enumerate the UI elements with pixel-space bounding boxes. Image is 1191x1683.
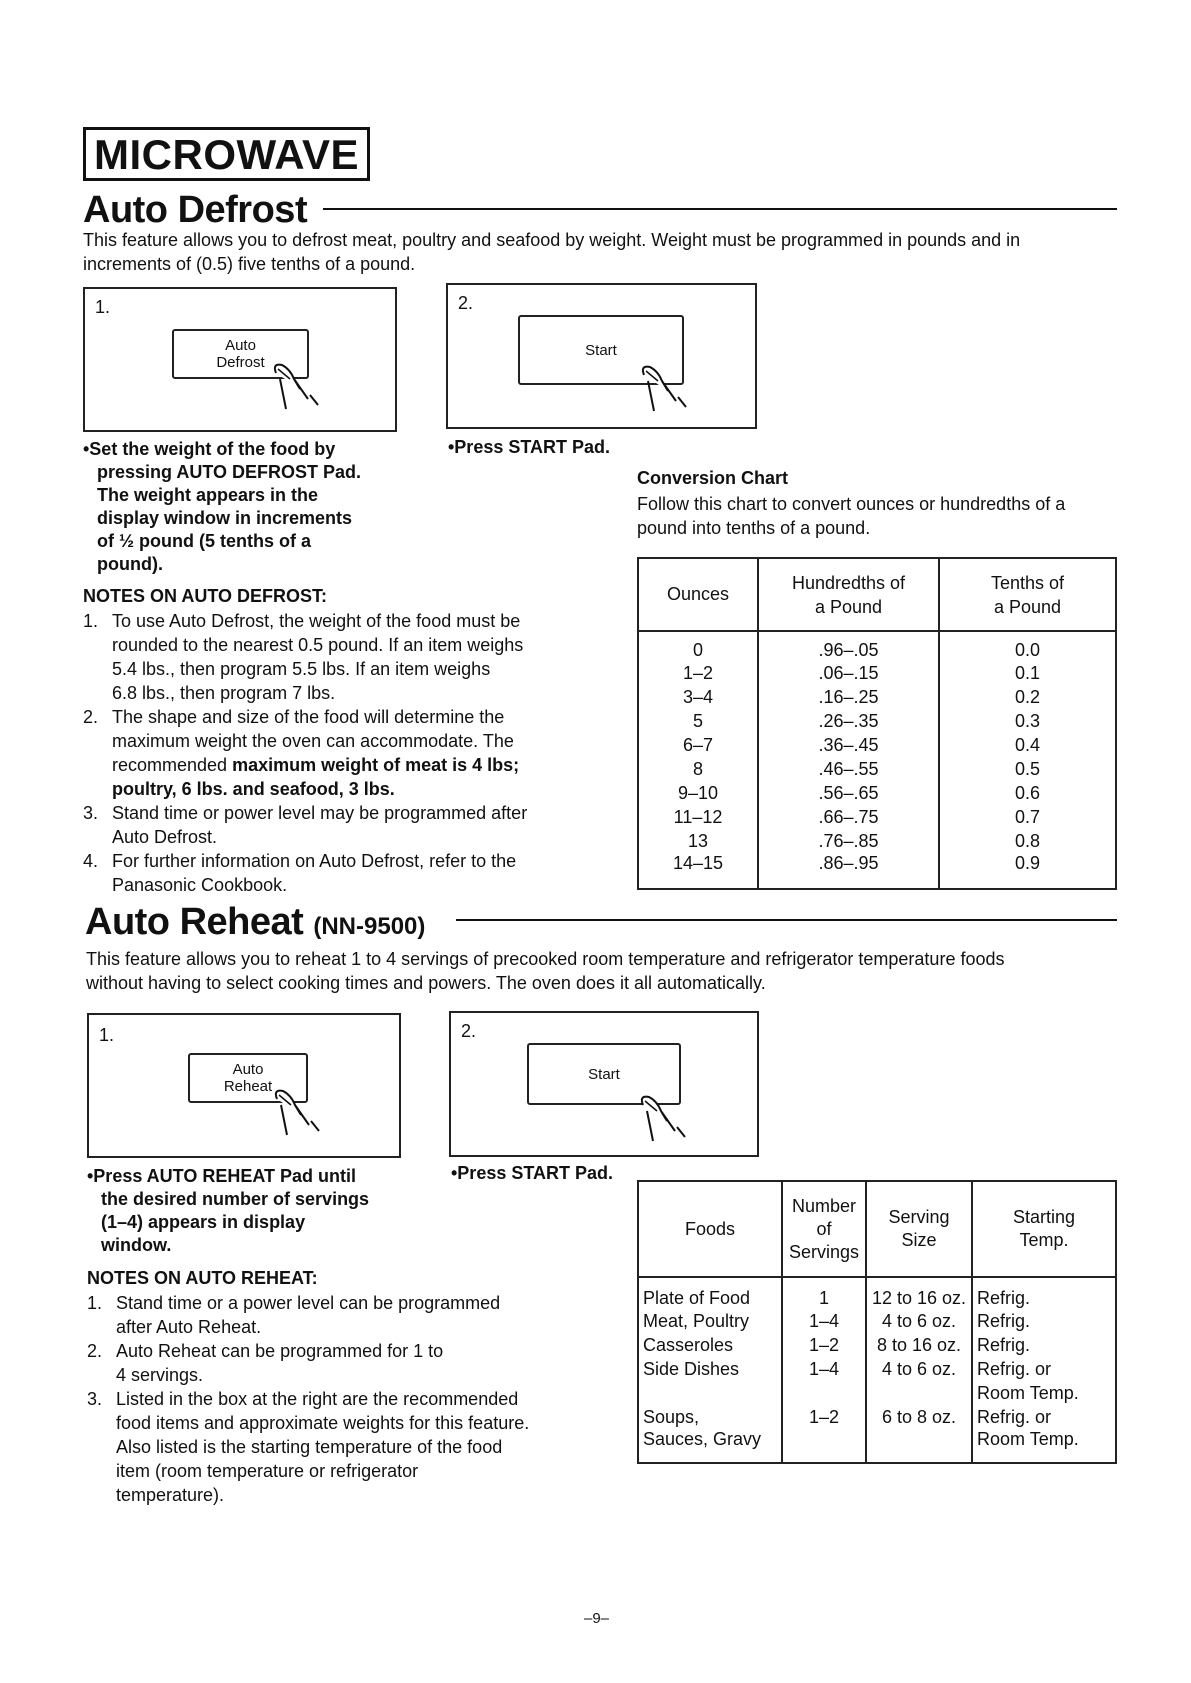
header-line: Starting: [1012, 1207, 1076, 1227]
step-number: 2.: [458, 293, 474, 313]
table-row: [638, 631, 1116, 661]
table-header-row: [638, 1181, 1116, 1277]
step-number: 2.: [461, 1021, 477, 1041]
defrost-step1-panel: [83, 287, 397, 432]
note-emphasis: maximum weight of meat is 4 lbs;: [232, 755, 520, 775]
table-row: [638, 853, 1116, 889]
food-cell: Casseroles: [638, 1333, 782, 1357]
list-number: 4.: [83, 851, 99, 871]
servings-cell: [782, 1429, 866, 1463]
temp-cell: Refrig.: [972, 1333, 1116, 1357]
tenths-cell: 0.2: [939, 685, 1116, 709]
table-row: [638, 1429, 1116, 1463]
conversion-chart-title: Conversion Chart: [637, 468, 789, 488]
size-cell: 12 to 16 oz.: [866, 1277, 972, 1309]
header-line: a Pound: [993, 596, 1062, 617]
ounces-cell: 5: [638, 709, 758, 733]
header-hundredths: [758, 558, 939, 631]
note-line: [112, 753, 583, 777]
list-item: [87, 1387, 587, 1507]
note-line: Stand time or power level may be programmed after: [112, 803, 528, 823]
auto-reheat-intro-line2: without having to select cooking times and powers. The oven does it all automatically.: [86, 973, 766, 993]
hundredths-cell: .56–.65: [758, 781, 939, 805]
auto-defrost-intro-line1: This feature allows you to defrost meat, poultry and seafood by weight. Weight must be programmed in pounds and in: [83, 230, 1021, 250]
instruction-line: The weight appears in the: [97, 485, 319, 505]
header-line: Size: [901, 1230, 937, 1250]
size-cell: 8 to 16 oz.: [866, 1333, 972, 1357]
servings-cell: 1: [782, 1277, 866, 1309]
note-line: maximum weight the oven can accommodate. The: [112, 731, 514, 751]
pressing-finger-icon: [270, 359, 330, 419]
note-line: Auto Defrost.: [112, 827, 218, 847]
size-cell: 6 to 8 oz.: [866, 1405, 972, 1429]
list-number: 1.: [87, 1293, 103, 1313]
header-tenths: [939, 558, 1116, 631]
table-row: [638, 1381, 1116, 1405]
defrost-notes-heading: NOTES ON AUTO DEFROST:: [83, 586, 328, 606]
ounces-cell: 9–10: [638, 781, 758, 805]
tenths-cell: 0.7: [939, 805, 1116, 829]
section-banner: MICROWAVE: [83, 127, 370, 181]
ounces-cell: 1–2: [638, 661, 758, 685]
hundredths-cell: .16–.25: [758, 685, 939, 709]
header-line: a Pound: [814, 596, 883, 617]
list-number: 2.: [83, 707, 99, 727]
header-serving-size: [866, 1181, 972, 1277]
tenths-cell: 0.8: [939, 829, 1116, 853]
header-starting-temp: [972, 1181, 1116, 1277]
instruction-line: •Press AUTO REHEAT Pad until: [87, 1166, 357, 1186]
ounces-cell: 14–15: [638, 853, 758, 889]
hundredths-cell: .06–.15: [758, 661, 939, 685]
header-line: Tenths of: [990, 572, 1065, 593]
conversion-table: [637, 557, 1117, 890]
pad-label-line2: Reheat: [223, 1078, 273, 1095]
ounces-cell: 13: [638, 829, 758, 853]
defrost-instruction-2: •Press START Pad.: [448, 437, 611, 457]
note-line: Listed in the box at the right are the recommended: [116, 1389, 519, 1409]
instruction-line: pressing AUTO DEFROST Pad.: [97, 462, 362, 482]
note-line: item (room temperature or refrigerator: [116, 1461, 419, 1481]
header-line: Servings: [788, 1241, 860, 1262]
food-cell: [638, 1381, 782, 1405]
tenths-cell: 0.5: [939, 757, 1116, 781]
hundredths-cell: .46–.55: [758, 757, 939, 781]
header-line: Serving: [888, 1207, 950, 1227]
step-number: 1.: [99, 1025, 115, 1045]
list-item: [83, 801, 583, 849]
servings-cell: 1–2: [782, 1405, 866, 1429]
size-cell: [866, 1429, 972, 1463]
header-ounces: Ounces: [638, 558, 758, 631]
table-row: [638, 805, 1116, 829]
table-row: [638, 1309, 1116, 1333]
note-line: rounded to the nearest 0.5 pound. If an item weighs: [112, 635, 524, 655]
list-item: [87, 1291, 587, 1339]
instruction-line: (1–4) appears in display: [101, 1212, 306, 1232]
temp-cell: Refrig.: [972, 1277, 1116, 1309]
auto-defrost-title: Auto Defrost: [83, 189, 308, 231]
list-item: [83, 705, 583, 801]
tenths-cell: 0.9: [939, 853, 1116, 889]
pad-label: Start: [588, 1065, 620, 1083]
list-item: [87, 1339, 587, 1387]
list-item: [83, 849, 583, 897]
pad-label-line1: Auto: [225, 337, 256, 354]
reheat-instruction-2: •Press START Pad.: [451, 1163, 614, 1183]
instruction-line: window.: [101, 1235, 172, 1255]
model-number: (NN-9500): [313, 913, 426, 940]
ounces-cell: 0: [638, 631, 758, 661]
auto-reheat-title-text: Auto Reheat: [85, 901, 304, 943]
food-cell: Sauces, Gravy: [638, 1429, 782, 1463]
size-cell: 4 to 6 oz.: [866, 1309, 972, 1333]
servings-cell: 1–4: [782, 1357, 866, 1381]
note-emphasis: poultry, 6 lbs. and seafood, 3 lbs.: [112, 779, 395, 799]
conversion-table-body: [638, 631, 1116, 889]
note-line: 5.4 lbs., then program 5.5 lbs. If an item weighs: [112, 659, 491, 679]
food-cell: Side Dishes: [638, 1357, 782, 1381]
food-cell: Soups,: [638, 1405, 782, 1429]
title-rule: [323, 208, 1117, 210]
table-row: [638, 661, 1116, 685]
note-line: For further information on Auto Defrost, refer to the: [112, 851, 517, 871]
table-row: [638, 1405, 1116, 1429]
header-line: Temp.: [1019, 1230, 1069, 1250]
table-row: [638, 685, 1116, 709]
conversion-chart-desc-line1: Follow this chart to convert ounces or hundredths of a: [637, 494, 1066, 514]
tenths-cell: 0.4: [939, 733, 1116, 757]
ounces-cell: 8: [638, 757, 758, 781]
note-line: temperature).: [116, 1485, 225, 1505]
table-row: [638, 1357, 1116, 1381]
table-row: [638, 733, 1116, 757]
instruction-line: pound).: [97, 554, 163, 574]
auto-reheat-intro-line1: This feature allows you to reheat 1 to 4 servings of precooked room temperature and refrigerator temperature foods: [86, 949, 1005, 969]
note-line: Auto Reheat can be programmed for 1 to: [116, 1341, 444, 1361]
table-header-row: [638, 558, 1116, 631]
pad-label-line2: Defrost: [216, 354, 265, 371]
pressing-finger-icon: [637, 1091, 697, 1151]
list-number: 3.: [83, 803, 99, 823]
pressing-finger-icon: [271, 1085, 331, 1145]
hundredths-cell: .66–.75: [758, 805, 939, 829]
table-row: [638, 757, 1116, 781]
hundredths-cell: .36–.45: [758, 733, 939, 757]
header-foods: Foods: [638, 1181, 782, 1277]
reheat-notes-heading: NOTES ON AUTO REHEAT:: [87, 1268, 318, 1288]
note-line: after Auto Reheat.: [116, 1317, 262, 1337]
list-number: 3.: [87, 1389, 103, 1409]
tenths-cell: 0.6: [939, 781, 1116, 805]
hundredths-cell: .76–.85: [758, 829, 939, 853]
tenths-cell: 0.0: [939, 631, 1116, 661]
conversion-chart-desc-line2: pound into tenths of a pound.: [637, 518, 871, 538]
note-line: Also listed is the starting temperature of the food: [116, 1437, 503, 1457]
header-number-of-servings: [782, 1181, 866, 1277]
defrost-instruction-1: [83, 438, 423, 576]
list-item: [83, 609, 583, 705]
temp-cell: Refrig.: [972, 1309, 1116, 1333]
servings-cell: [782, 1381, 866, 1405]
servings-cell: 1–2: [782, 1333, 866, 1357]
hundredths-cell: .26–.35: [758, 709, 939, 733]
instruction-line: of ½ pound (5 tenths of a: [97, 531, 311, 551]
reheat-notes-list: [87, 1291, 587, 1507]
hundredths-cell: .96–.05: [758, 631, 939, 661]
pad-label: Start: [585, 341, 617, 359]
title-rule: [456, 919, 1117, 921]
reheat-step2-panel: [449, 1011, 759, 1157]
temp-cell: Refrig. or: [972, 1357, 1116, 1381]
table-row: [638, 1333, 1116, 1357]
note-line: 4 servings.: [116, 1365, 204, 1385]
note-line: Panasonic Cookbook.: [112, 875, 288, 895]
temp-cell: Refrig. or: [972, 1405, 1116, 1429]
table-row: [638, 781, 1116, 805]
reheat-step1-panel: [87, 1013, 401, 1158]
auto-reheat-title: [85, 900, 425, 949]
note-line: To use Auto Defrost, the weight of the food must be: [112, 611, 521, 631]
note-text: recommended: [112, 755, 233, 775]
reheat-instruction-1: [87, 1165, 427, 1257]
ounces-cell: 11–12: [638, 805, 758, 829]
table-row: [638, 709, 1116, 733]
note-line: The shape and size of the food will determine the: [112, 707, 505, 727]
auto-defrost-intro-line2: increments of (0.5) five tenths of a pound.: [83, 254, 416, 274]
size-cell: [866, 1381, 972, 1405]
reheat-table: [637, 1180, 1117, 1464]
note-line: food items and approximate weights for this feature.: [116, 1413, 530, 1433]
pad-label-line1: Auto: [232, 1061, 264, 1078]
page-number: –9–: [584, 1610, 610, 1627]
header-line: Number: [791, 1195, 857, 1216]
step-number: 1.: [95, 297, 111, 317]
food-cell: Plate of Food: [638, 1277, 782, 1309]
defrost-step2-panel: [446, 283, 757, 429]
note-line: 6.8 lbs., then program 7 lbs.: [112, 683, 336, 703]
instruction-line: display window in increments: [97, 508, 353, 528]
table-row: [638, 829, 1116, 853]
pressing-finger-icon: [638, 361, 698, 421]
note-line: Stand time or a power level can be programmed: [116, 1293, 501, 1313]
food-cell: Meat, Poultry: [638, 1309, 782, 1333]
table-row: [638, 1277, 1116, 1309]
list-number: 2.: [87, 1341, 103, 1361]
temp-cell: Room Temp.: [972, 1429, 1116, 1463]
list-number: 1.: [83, 611, 99, 631]
hundredths-cell: .86–.95: [758, 853, 939, 889]
temp-cell: Room Temp.: [972, 1381, 1116, 1405]
ounces-cell: 3–4: [638, 685, 758, 709]
ounces-cell: 6–7: [638, 733, 758, 757]
header-line: Hundredths of: [791, 572, 906, 593]
size-cell: 4 to 6 oz.: [866, 1357, 972, 1381]
defrost-notes-list: [83, 609, 583, 897]
tenths-cell: 0.3: [939, 709, 1116, 733]
servings-cell: 1–4: [782, 1309, 866, 1333]
tenths-cell: 0.1: [939, 661, 1116, 685]
instruction-line: the desired number of servings: [101, 1189, 370, 1209]
instruction-line: •Set the weight of the food by: [83, 439, 336, 459]
header-line: of: [816, 1218, 832, 1239]
reheat-table-body: [638, 1277, 1116, 1463]
